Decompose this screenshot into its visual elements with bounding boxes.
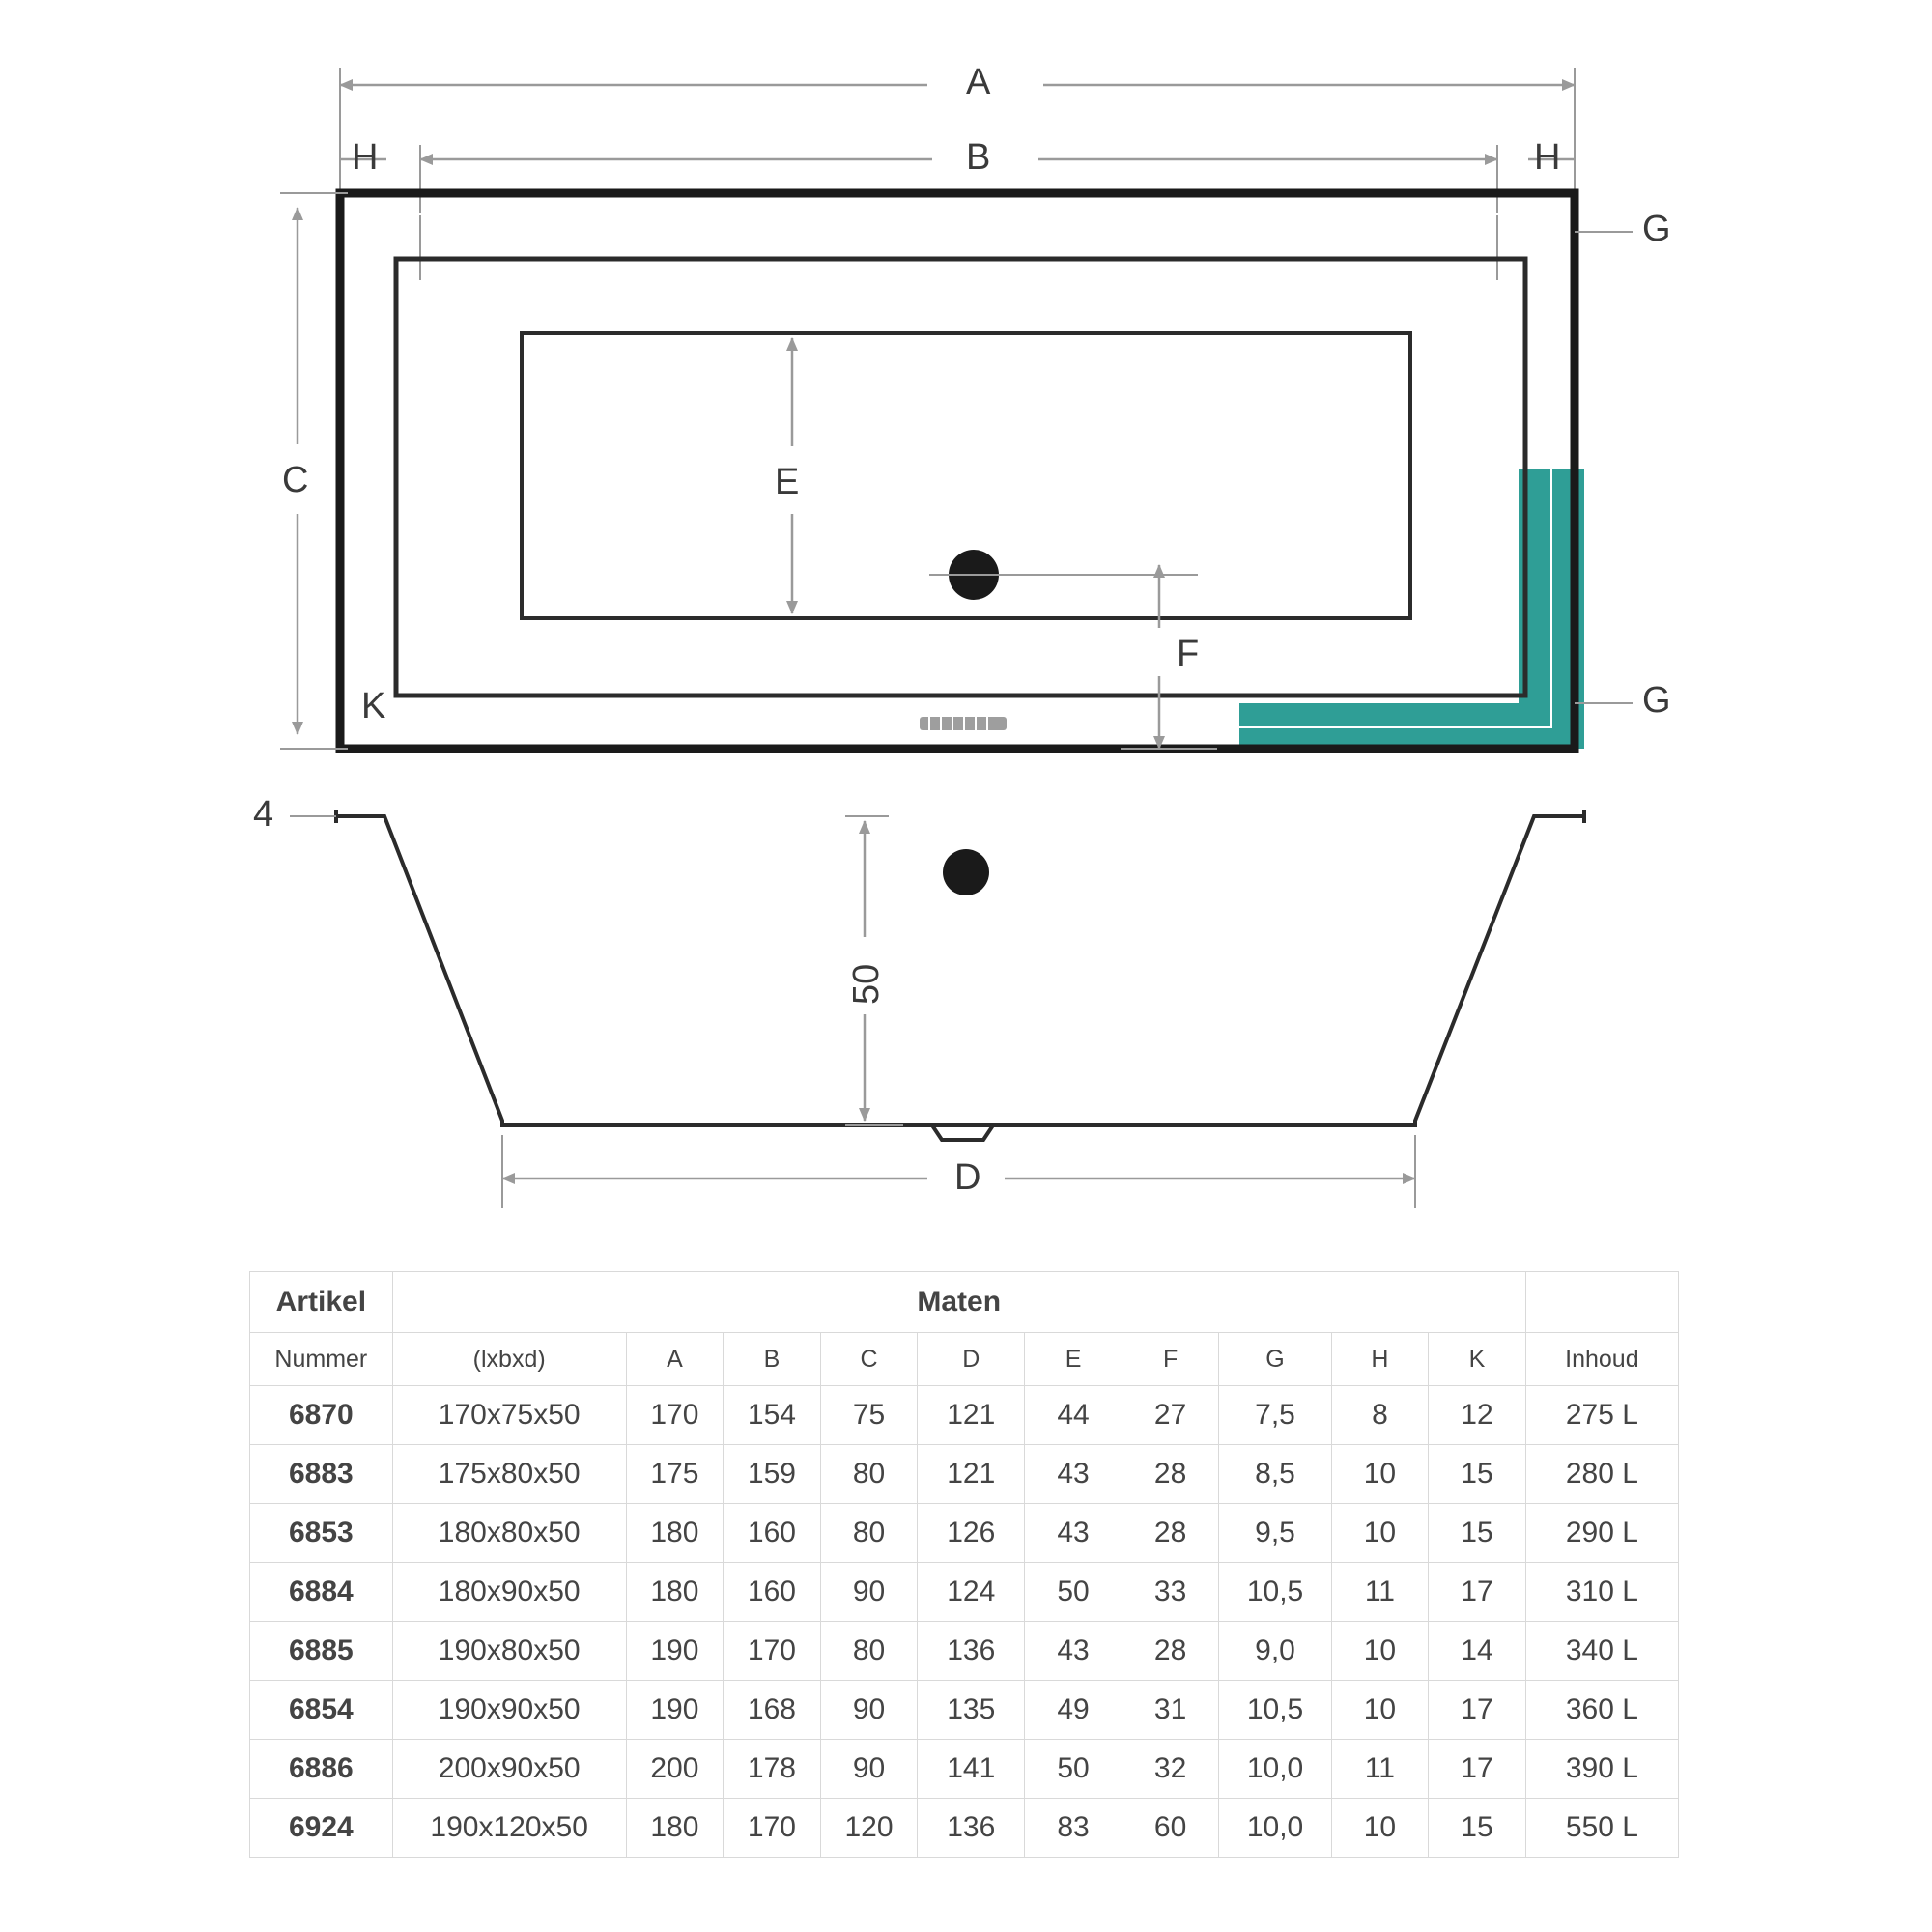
cell-h: 8: [1331, 1386, 1429, 1445]
cell-d: 126: [918, 1504, 1025, 1563]
table-header-top-row: [250, 1272, 1679, 1333]
cell-b: 170: [724, 1799, 821, 1858]
dim-label-rim-4: 4: [253, 794, 274, 835]
cell-nummer: 6886: [250, 1740, 393, 1799]
cell-b: 168: [724, 1681, 821, 1740]
table-row: [250, 1563, 1679, 1622]
cell-inhoud: 310 L: [1525, 1563, 1678, 1622]
cell-c: 80: [820, 1445, 918, 1504]
cell-b: 160: [724, 1563, 821, 1622]
cell-f: 28: [1122, 1445, 1219, 1504]
cell-a: 175: [626, 1445, 724, 1504]
cell-inhoud: 390 L: [1525, 1740, 1678, 1799]
header-maten: Maten: [392, 1272, 1525, 1333]
cell-g: 9,0: [1219, 1622, 1331, 1681]
subheader-k: K: [1429, 1333, 1526, 1386]
tub-rim-gap: [363, 214, 1551, 727]
table-row: [250, 1386, 1679, 1445]
cell-k: 15: [1429, 1504, 1526, 1563]
cell-d: 124: [918, 1563, 1025, 1622]
dim-label-b: B: [966, 137, 991, 178]
dim-label-depth-50: 50: [846, 963, 887, 1005]
cell-d: 121: [918, 1445, 1025, 1504]
header-artikel: Artikel: [250, 1272, 393, 1333]
subheader-b: B: [724, 1333, 821, 1386]
cell-g: 10,0: [1219, 1799, 1331, 1858]
cell-nummer: 6854: [250, 1681, 393, 1740]
dim-label-c: C: [282, 460, 309, 500]
cell-lxbxd: 190x80x50: [392, 1622, 626, 1681]
cell-c: 90: [820, 1740, 918, 1799]
table-row: [250, 1681, 1679, 1740]
table-row: [250, 1740, 1679, 1799]
cell-h: 10: [1331, 1622, 1429, 1681]
cell-h: 10: [1331, 1799, 1429, 1858]
cell-lxbxd: 190x90x50: [392, 1681, 626, 1740]
tub-inner-rect: [396, 259, 1525, 696]
subheader-nummer: Nummer: [250, 1333, 393, 1386]
cell-f: 60: [1122, 1799, 1219, 1858]
cell-inhoud: 550 L: [1525, 1799, 1678, 1858]
table-header-sub-row: [250, 1333, 1679, 1386]
cell-e: 44: [1025, 1386, 1122, 1445]
cell-h: 11: [1331, 1563, 1429, 1622]
table-row: [250, 1445, 1679, 1504]
cell-d: 136: [918, 1622, 1025, 1681]
cell-a: 180: [626, 1799, 724, 1858]
subheader-lxbxd: (lxbxd): [392, 1333, 626, 1386]
cell-lxbxd: 200x90x50: [392, 1740, 626, 1799]
specification-table: [249, 1271, 1679, 1858]
cell-a: 180: [626, 1563, 724, 1622]
cell-g: 10,5: [1219, 1563, 1331, 1622]
cell-a: 190: [626, 1622, 724, 1681]
subheader-inhoud: Inhoud: [1525, 1333, 1678, 1386]
cell-g: 10,5: [1219, 1681, 1331, 1740]
cell-a: 180: [626, 1504, 724, 1563]
subheader-f: F: [1122, 1333, 1219, 1386]
dim-label-h-left: H: [352, 137, 379, 178]
cell-nummer: 6924: [250, 1799, 393, 1858]
cell-c: 80: [820, 1504, 918, 1563]
cell-k: 17: [1429, 1740, 1526, 1799]
subheader-a: A: [626, 1333, 724, 1386]
cell-e: 50: [1025, 1563, 1122, 1622]
cell-inhoud: 275 L: [1525, 1386, 1678, 1445]
cell-h: 10: [1331, 1504, 1429, 1563]
dim-label-g-top: G: [1642, 209, 1671, 249]
cell-e: 49: [1025, 1681, 1122, 1740]
cell-nummer: 6870: [250, 1386, 393, 1445]
header-spacer: [1525, 1272, 1678, 1333]
subheader-d: D: [918, 1333, 1025, 1386]
cell-b: 160: [724, 1504, 821, 1563]
cell-e: 43: [1025, 1504, 1122, 1563]
cell-lxbxd: 180x90x50: [392, 1563, 626, 1622]
cell-inhoud: 340 L: [1525, 1622, 1678, 1681]
section-view: [290, 810, 1584, 1208]
cell-a: 170: [626, 1386, 724, 1445]
table-row: [250, 1799, 1679, 1858]
cell-h: 10: [1331, 1445, 1429, 1504]
cell-c: 90: [820, 1681, 918, 1740]
cell-h: 10: [1331, 1681, 1429, 1740]
cell-inhoud: 280 L: [1525, 1445, 1678, 1504]
cell-lxbxd: 175x80x50: [392, 1445, 626, 1504]
cell-b: 154: [724, 1386, 821, 1445]
cell-g: 7,5: [1219, 1386, 1331, 1445]
cell-e: 43: [1025, 1445, 1122, 1504]
cell-f: 33: [1122, 1563, 1219, 1622]
cell-f: 32: [1122, 1740, 1219, 1799]
cell-g: 9,5: [1219, 1504, 1331, 1563]
cell-e: 43: [1025, 1622, 1122, 1681]
subheader-c: C: [820, 1333, 918, 1386]
cell-c: 120: [820, 1799, 918, 1858]
dim-label-h-right: H: [1534, 137, 1561, 178]
cell-c: 75: [820, 1386, 918, 1445]
cell-d: 136: [918, 1799, 1025, 1858]
cell-k: 14: [1429, 1622, 1526, 1681]
cell-f: 31: [1122, 1681, 1219, 1740]
top-view: [274, 68, 1633, 749]
cell-nummer: 6884: [250, 1563, 393, 1622]
cell-nummer: 6853: [250, 1504, 393, 1563]
table-row: [250, 1622, 1679, 1681]
cell-e: 50: [1025, 1740, 1122, 1799]
cell-e: 83: [1025, 1799, 1122, 1858]
subheader-e: E: [1025, 1333, 1122, 1386]
cell-inhoud: 360 L: [1525, 1681, 1678, 1740]
dim-label-d: D: [954, 1157, 981, 1198]
cell-lxbxd: 170x75x50: [392, 1386, 626, 1445]
cell-b: 159: [724, 1445, 821, 1504]
cell-b: 178: [724, 1740, 821, 1799]
dim-label-k: K: [361, 686, 386, 726]
cell-k: 12: [1429, 1386, 1526, 1445]
dim-label-f: F: [1177, 634, 1200, 674]
cell-g: 8,5: [1219, 1445, 1331, 1504]
table-row: [250, 1504, 1679, 1563]
cell-f: 28: [1122, 1622, 1219, 1681]
cell-g: 10,0: [1219, 1740, 1331, 1799]
drain-hole-section-view: [943, 849, 989, 895]
cell-h: 11: [1331, 1740, 1429, 1799]
cell-c: 90: [820, 1563, 918, 1622]
cell-c: 80: [820, 1622, 918, 1681]
dim-label-g-bottom: G: [1642, 680, 1671, 721]
subheader-g: G: [1219, 1333, 1331, 1386]
cell-k: 15: [1429, 1445, 1526, 1504]
cell-lxbxd: 190x120x50: [392, 1799, 626, 1858]
cell-k: 17: [1429, 1563, 1526, 1622]
cell-f: 28: [1122, 1504, 1219, 1563]
dim-label-a: A: [966, 62, 991, 102]
dim-label-e: E: [775, 462, 800, 502]
cell-k: 15: [1429, 1799, 1526, 1858]
tub-section-drain-recess: [932, 1125, 993, 1140]
cell-a: 200: [626, 1740, 724, 1799]
cell-nummer: 6885: [250, 1622, 393, 1681]
cell-nummer: 6883: [250, 1445, 393, 1504]
cell-a: 190: [626, 1681, 724, 1740]
cell-lxbxd: 180x80x50: [392, 1504, 626, 1563]
cell-d: 141: [918, 1740, 1025, 1799]
tub-outer-rect: [340, 193, 1575, 749]
cell-k: 17: [1429, 1681, 1526, 1740]
cell-inhoud: 290 L: [1525, 1504, 1678, 1563]
cell-d: 135: [918, 1681, 1025, 1740]
cell-d: 121: [918, 1386, 1025, 1445]
cell-b: 170: [724, 1622, 821, 1681]
cell-f: 27: [1122, 1386, 1219, 1445]
subheader-h: H: [1331, 1333, 1429, 1386]
